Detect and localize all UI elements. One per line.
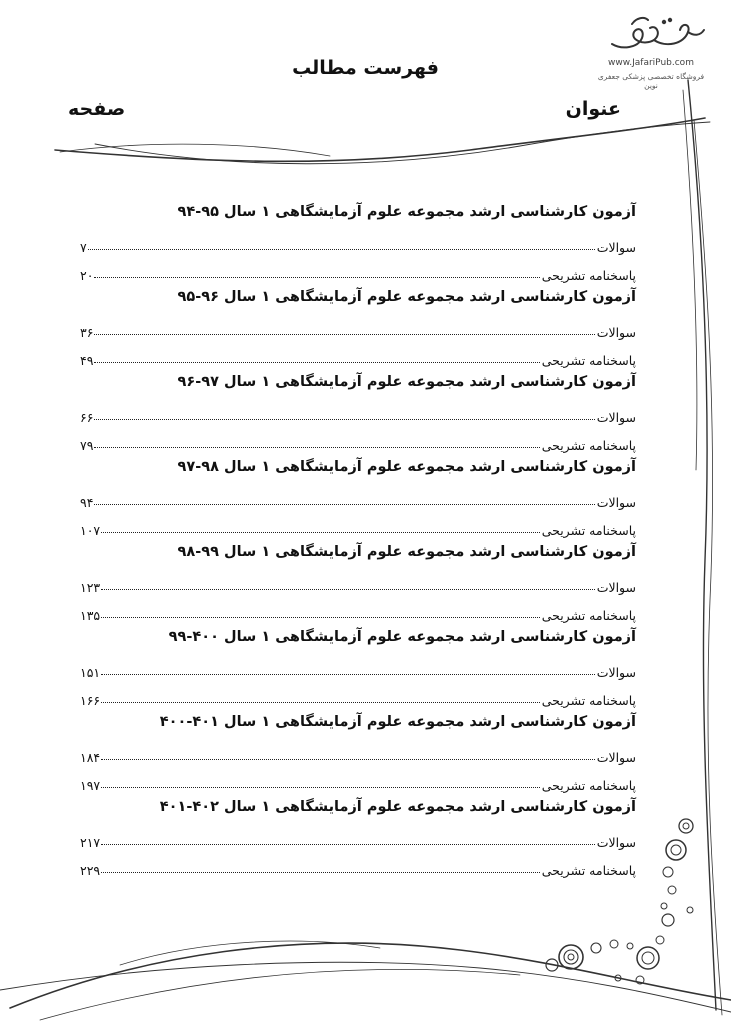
toc-section: [80, 283, 636, 368]
toc-section-title[interactable]: آزمون کارشناسی ارشد مجموعه علوم آزمایشگاهی ۱ سال ۴۰۱-۴۰۰: [159, 714, 636, 730]
toc-entry-page: ۱۲۳: [80, 580, 101, 595]
toc-entry-page: ۱۰۷: [80, 523, 101, 538]
toc-entry-label: سوالات: [596, 410, 636, 425]
toc-section: [80, 368, 636, 453]
dot-leader: [94, 276, 539, 278]
column-header-title: عنوان: [565, 98, 621, 120]
dot-leader: [94, 418, 594, 420]
toc-entry-label: پاسخنامه تشریحی: [541, 353, 636, 368]
page-title: فهرست مطالب: [292, 57, 439, 79]
dot-leader: [101, 616, 540, 618]
toc-entry-label: سوالات: [596, 580, 636, 595]
table-of-contents: [80, 198, 636, 878]
toc-section: [80, 538, 636, 623]
toc-entry[interactable]: [80, 255, 636, 283]
toc-section: [80, 198, 636, 283]
dot-leader: [101, 786, 540, 788]
toc-entry-label: پاسخنامه تشریحی: [541, 778, 636, 793]
toc-entry-label: پاسخنامه تشریحی: [541, 863, 636, 878]
toc-entry-page: ۴۹: [80, 353, 94, 368]
dot-leader: [101, 531, 540, 533]
dot-leader: [101, 871, 540, 873]
toc-entry-label: پاسخنامه تشریحی: [541, 608, 636, 623]
toc-section-title[interactable]: آزمون کارشناسی ارشد مجموعه علوم آزمایشگاهی ۱ سال ۹۵-۹۴: [177, 204, 636, 220]
toc-section-title[interactable]: آزمون کارشناسی ارشد مجموعه علوم آزمایشگاهی ۱ سال ۹۷-۹۶: [177, 374, 636, 390]
toc-section: [80, 453, 636, 538]
column-header-page: صفحه: [68, 98, 126, 120]
toc-entry[interactable]: [80, 567, 636, 595]
dot-leader: [88, 248, 595, 250]
toc-entry-label: سوالات: [596, 750, 636, 765]
toc-entry-label: سوالات: [596, 495, 636, 510]
toc-entry-label: پاسخنامه تشریحی: [541, 268, 636, 283]
toc-entry-label: سوالات: [596, 835, 636, 850]
toc-entry[interactable]: [80, 482, 636, 510]
toc-entry-label: پاسخنامه تشریحی: [541, 438, 636, 453]
toc-entry-page: ۱۵۱: [80, 665, 101, 680]
dot-leader: [101, 758, 595, 760]
toc-entry-page: ۷۹: [80, 438, 94, 453]
dot-leader: [101, 588, 595, 590]
toc-entry[interactable]: [80, 312, 636, 340]
dot-leader: [101, 843, 595, 845]
dot-leader: [94, 361, 539, 363]
toc-entry-label: سوالات: [596, 240, 636, 255]
toc-entry[interactable]: [80, 822, 636, 850]
toc-section-title[interactable]: آزمون کارشناسی ارشد مجموعه علوم آزمایشگاهی ۱ سال ۴۰۲-۴۰۱: [159, 799, 636, 815]
toc-entry-label: پاسخنامه تشریحی: [541, 693, 636, 708]
toc-entry-page: ۹۴: [80, 495, 94, 510]
toc-entry-page: ۲۰: [80, 268, 94, 283]
toc-entry[interactable]: [80, 652, 636, 680]
toc-section-title[interactable]: آزمون کارشناسی ارشد مجموعه علوم آزمایشگاهی ۱ سال ۴۰۰-۹۹: [168, 629, 636, 645]
toc-entry-page: ۱۹۷: [80, 778, 101, 793]
dot-leader: [94, 446, 539, 448]
toc-section-title[interactable]: آزمون کارشناسی ارشد مجموعه علوم آزمایشگاهی ۱ سال ۹۶-۹۵: [177, 289, 636, 305]
toc-entry-page: ۶۶: [80, 410, 94, 425]
toc-entry-page: ۱۶۶: [80, 693, 101, 708]
toc-section-title[interactable]: آزمون کارشناسی ارشد مجموعه علوم آزمایشگاهی ۱ سال ۹۸-۹۷: [177, 459, 636, 475]
toc-entry-label: سوالات: [596, 665, 636, 680]
toc-entry[interactable]: [80, 227, 636, 255]
dot-leader: [94, 503, 594, 505]
toc-entry[interactable]: [80, 595, 636, 623]
toc-entry-page: ۷: [80, 240, 87, 255]
toc-entry-page: ۲۱۷: [80, 835, 101, 850]
toc-entry[interactable]: [80, 397, 636, 425]
toc-entry-page: ۳۶: [80, 325, 94, 340]
dot-leader: [94, 333, 594, 335]
dot-leader: [101, 701, 540, 703]
toc-entry[interactable]: [80, 510, 636, 538]
toc-entry[interactable]: [80, 340, 636, 368]
toc-entry-page: ۲۲۹: [80, 863, 101, 878]
dot-leader: [101, 673, 595, 675]
logo-mark-icon: [592, 14, 710, 58]
toc-entry[interactable]: [80, 850, 636, 878]
toc-section: [80, 708, 636, 793]
toc-entry-label: سوالات: [596, 325, 636, 340]
toc-entry[interactable]: [80, 765, 636, 793]
toc-section: [80, 793, 636, 878]
toc-entry-label: پاسخنامه تشریحی: [541, 523, 636, 538]
toc-entry-page: ۱۸۴: [80, 750, 101, 765]
toc-entry[interactable]: [80, 680, 636, 708]
toc-entry[interactable]: [80, 737, 636, 765]
toc-section: [80, 623, 636, 708]
toc-entry-page: ۱۳۵: [80, 608, 101, 623]
toc-entry[interactable]: [80, 425, 636, 453]
logo-url: www.JafariPub.com: [608, 58, 694, 68]
logo-subtitle: فروشگاه تخصصی پزشکی جعفری نوین: [597, 72, 705, 90]
toc-section-title[interactable]: آزمون کارشناسی ارشد مجموعه علوم آزمایشگاهی ۱ سال ۹۹-۹۸: [177, 544, 636, 560]
